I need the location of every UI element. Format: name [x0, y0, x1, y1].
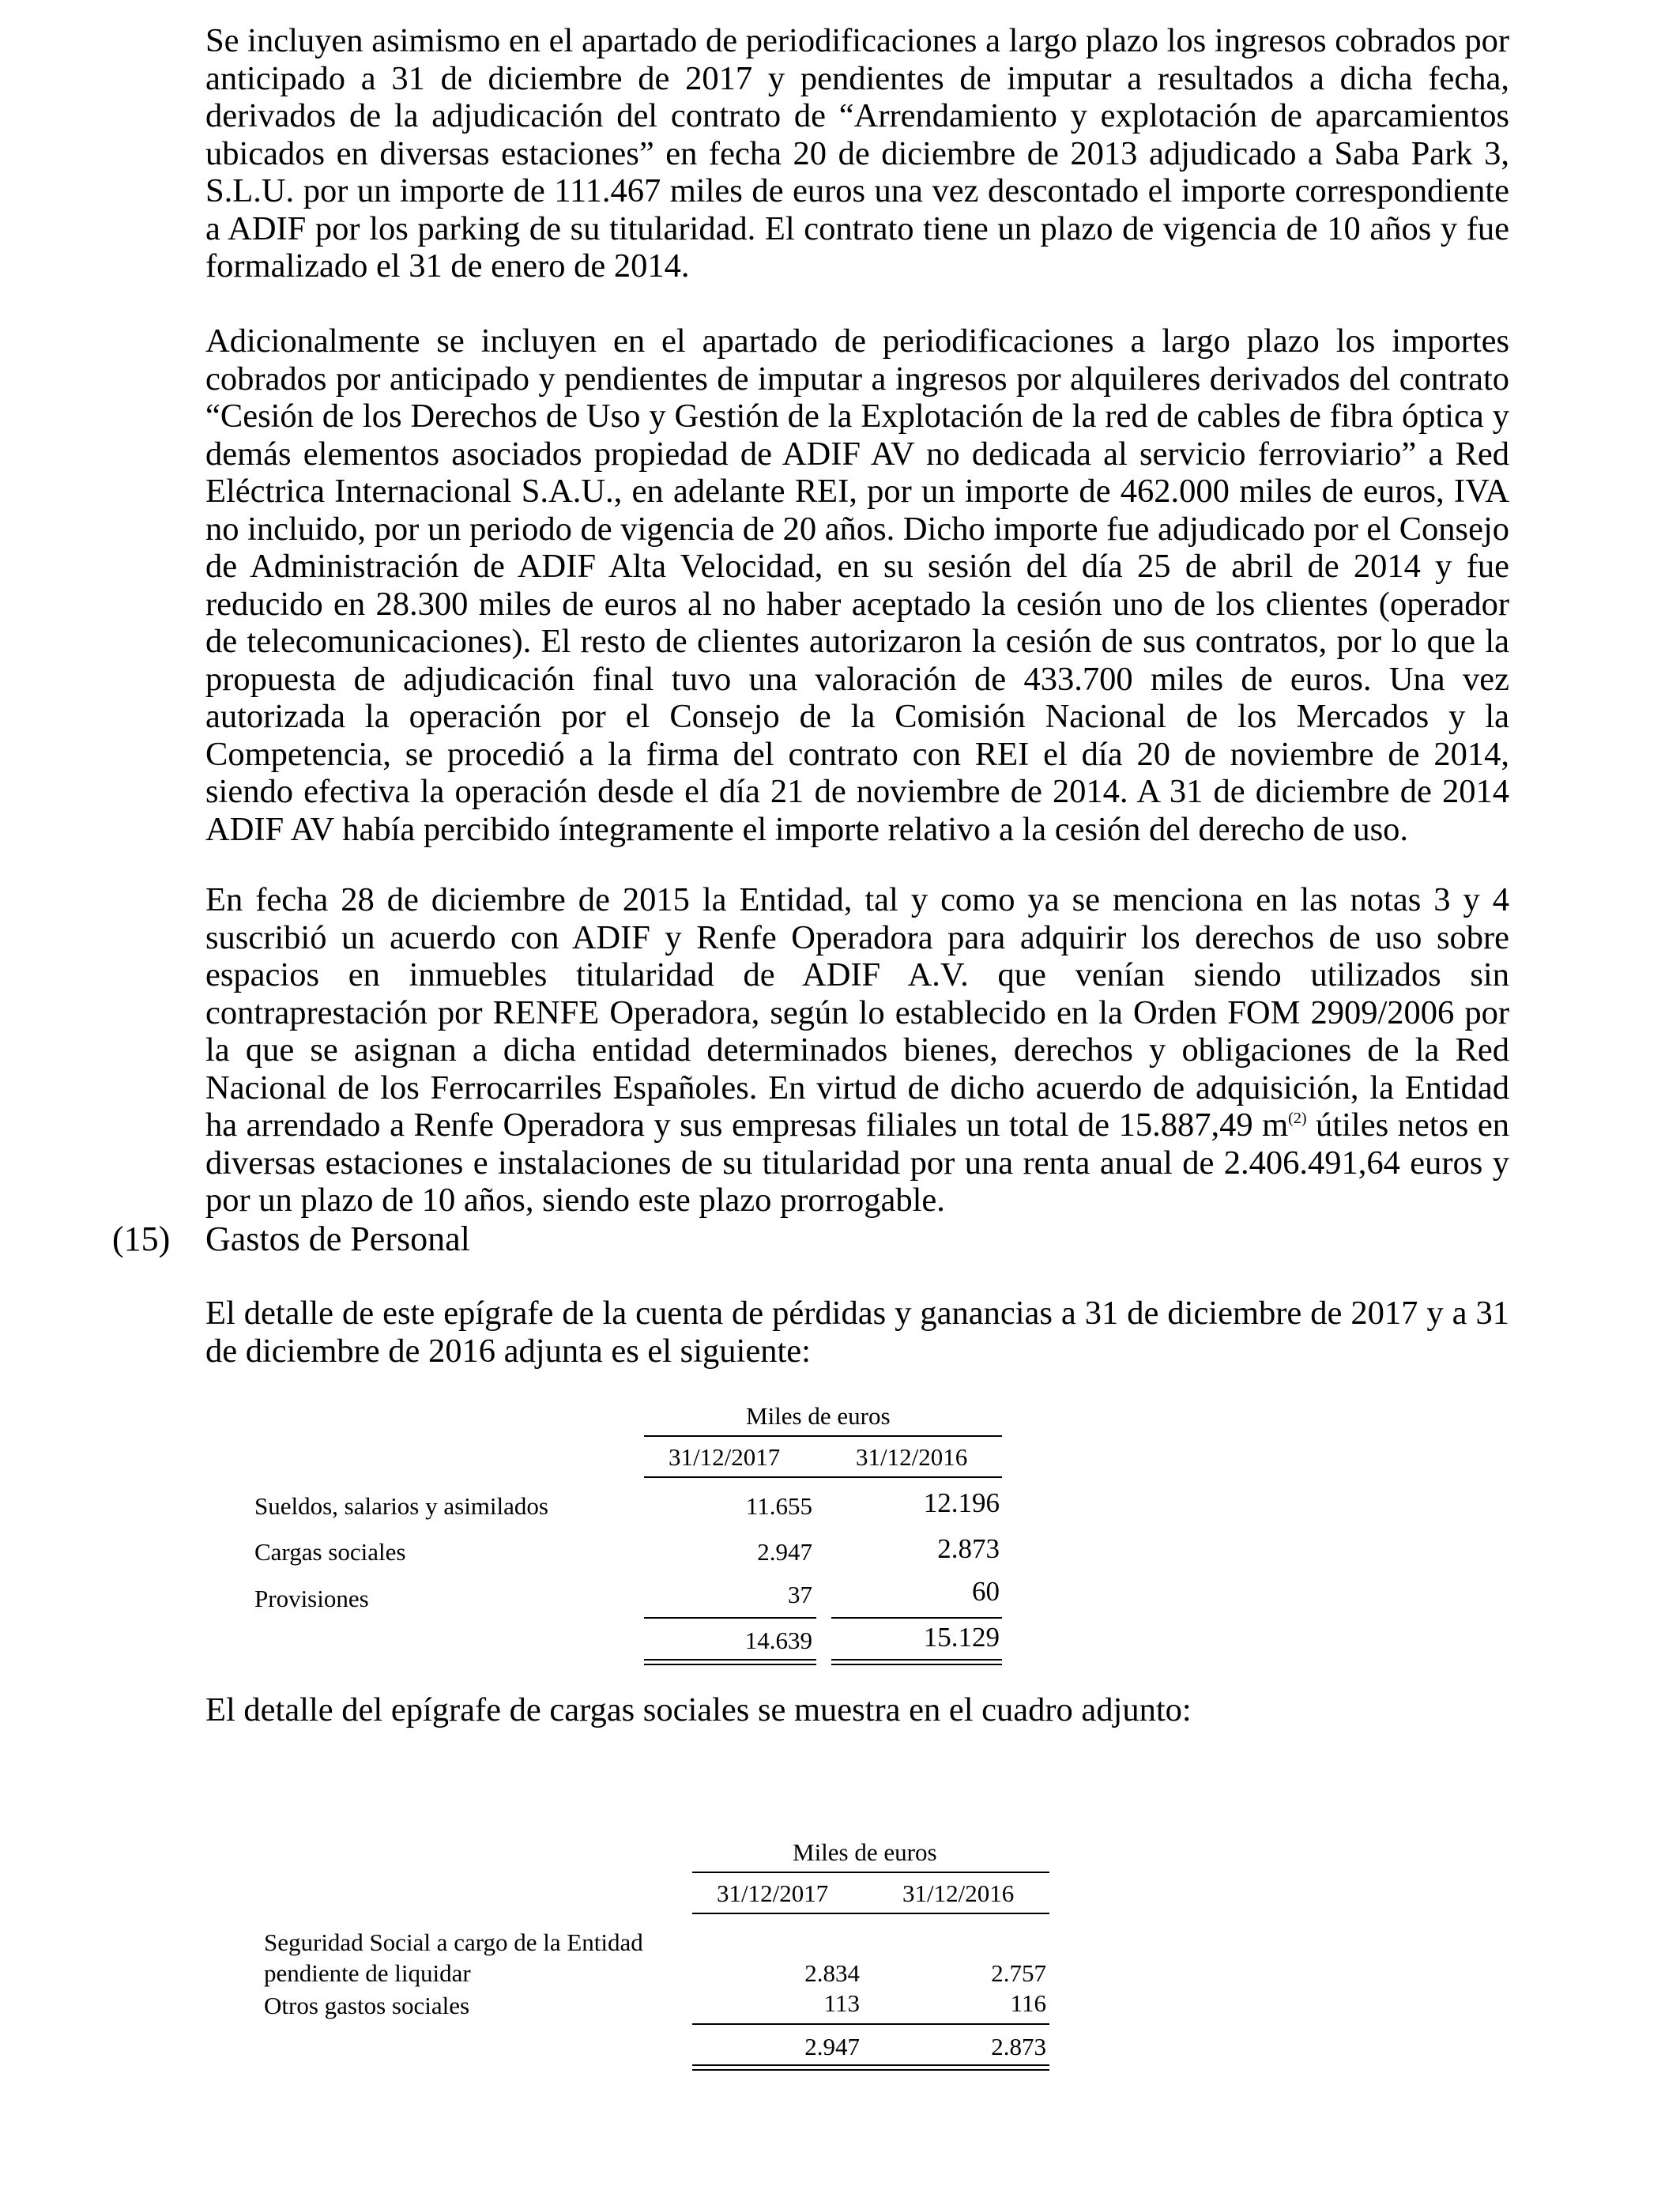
table1-header-rule [644, 1435, 1002, 1437]
table1-row-value-2017: 2.947 [757, 1538, 812, 1566]
table2-row-label-line1: Seguridad Social a cargo de la Entidad [264, 1928, 643, 1956]
table2-header-rule [692, 1872, 1049, 1873]
table2-total-2016: 2.873 [991, 2033, 1046, 2060]
table1-row-value-2016: 12.196 [923, 1487, 1000, 1518]
table1-row-value-2017: 37 [788, 1581, 812, 1608]
table1-total-double-rule-2017 [644, 1659, 816, 1665]
table1-unit-header: Miles de euros [746, 1402, 891, 1430]
table2-row-label: Otros gastos sociales [264, 1992, 470, 2019]
table1-row-label: Cargas sociales [254, 1538, 406, 1566]
table1-subtotal-rule-2017 [644, 1617, 816, 1619]
paragraph-renfe-text-start: En fecha 28 de diciembre de 2015 la Entidad, tal y como ya se menciona en las notas 3 y 4 suscribió un acuerdo con ADIF y Renfe Operadora para adquirir los derechos de uso sobre espacios en inmuebles titularidad de ADIF A.V. que venían siendo utilizados sin contraprestación por RENFE Operadora, según lo establecido en la Orden FOM 2909/2006 por la que se asignan a dicha entidad determinados bienes, derechos y obligaciones de la Red Nacional de los Ferrocarriles Españoles. En virtud de dicho acuerdo de adquisición, la Entidad ha arrendado a Renfe Operadora y sus empresas filiales un total de 15.887,49 m [205, 881, 1509, 1144]
table1-row-label: Sueldos, salarios y asimilados [254, 1492, 548, 1520]
section-title: Gastos de Personal [205, 1220, 470, 1258]
paragraph-fiber-optic-contract: Adicionalmente se incluyen en el apartado de periodificaciones a largo plazo los importes cobrados por anticipado y pendientes de imputar a ingresos por alquileres derivados del contrato “Cesión de los Derechos de Uso y Gestión de la Explotación de la red de cables de fibra óptica y demás elementos asociados propiedad de ADIF AV no dedicada al servicio ferroviario” a Red Eléctrica Internacional S.A.U., en adelante REI, por un importe de 462.000 miles de euros, IVA no incluido, por un periodo de vigencia de 20 años. Dicho importe fue adjudicado por el Consejo de Administración de ADIF Alta Velocidad, en su sesión del día 25 de abril de 2014 y fue reducido en 28.300 miles de euros al no haber aceptado la cesión uno de los clientes (operador de telecomunicaciones). El resto de clientes autorizaron la cesión de sus contratos, por lo que la propuesta de adjudicación final tuvo una valoración de 433.700 miles de euros. Una vez autorizada la operación por el Consejo de la Comisión Nacional de los Mercados y la Competencia, se procedió a la firma del contrato con REI el día 20 de noviembre de 2014, siendo efectiva la operación desde el día 21 de noviembre de 2014. A 31 de diciembre de 2014 ADIF AV había percibido íntegramente el importe relativo a la cesión del derecho de uso. [205, 322, 1510, 848]
table2-row-value-2016: 2.757 [991, 1959, 1046, 1987]
superscript-note: (2) [1288, 1110, 1307, 1127]
table1-col-2017: 31/12/2017 [669, 1443, 781, 1471]
paragraph-table1-intro: El detalle de este epígrafe de la cuenta de pérdidas y ganancias a 31 de diciembre de 2017 y a 31 de diciembre de 2016 adjunta es el siguiente: [205, 1295, 1509, 1370]
table1-total-double-rule-2016 [831, 1659, 1002, 1665]
table2-total-double-rule [692, 2064, 1049, 2071]
paragraph-table2-intro: El detalle del epígrafe de cargas sociales se muestra en el cuadro adjunto: [205, 1691, 1192, 1728]
section-heading [112, 1219, 470, 1260]
table1-total-2017: 14.639 [744, 1627, 812, 1654]
table1-row-value-2016: 60 [972, 1576, 1000, 1607]
table2-col-2016: 31/12/2016 [902, 1879, 1015, 1907]
table2-col-2017: 31/12/2017 [717, 1879, 829, 1907]
table1-col-2016: 31/12/2016 [856, 1443, 968, 1471]
paragraph-renfe-agreement [205, 881, 1509, 1220]
section-number: (15) [112, 1220, 171, 1258]
paragraph-renfe-text-end: útiles netos en diversas estaciones e instalaciones de su titularidad por una renta anual de 2.406.491,64 euros y por un plazo de 10 años, siendo este plazo prorrogable. [205, 1106, 1509, 1219]
table1-subtotal-rule-2016 [831, 1617, 1002, 1619]
table1-total-2016: 15.129 [923, 1622, 1000, 1653]
table2-unit-header: Miles de euros [793, 1838, 937, 1866]
table2-row-value-2016: 116 [1010, 1989, 1046, 2017]
table1-subheader-rule [644, 1476, 1002, 1478]
table2-row-value-2017: 2.834 [804, 1959, 860, 1987]
table2-subtotal-rule [692, 2023, 1049, 2025]
table2-total-2017: 2.947 [804, 2033, 860, 2060]
table2-subheader-rule [692, 1913, 1049, 1914]
paragraph-parking-contract: Se incluyen asimismo en el apartado de periodificaciones a largo plazo los ingresos cobrados por anticipado a 31 de diciembre de 2017 y pendientes de imputar a resultados a dicha fecha, derivados de la adjudicación del contrato de “Arrendamiento y explotación de aparcamientos ubicados en diversas estaciones” en fecha 20 de diciembre de 2013 adjudicado a Saba Park 3, S.L.U. por un importe de 111.467 miles de euros una vez descontado el importe correspondiente a ADIF por los parking de su titularidad. El contrato tiene un plazo de vigencia de 10 años y fue formalizado el 31 de enero de 2014. [205, 22, 1509, 285]
table1-row-label: Provisiones [254, 1585, 369, 1612]
table2-row-label-line2: pendiente de liquidar [264, 1959, 471, 1987]
table1-row-value-2016: 2.873 [937, 1533, 1000, 1564]
table1-row-value-2017: 11.655 [745, 1492, 812, 1520]
table2-row-value-2017: 113 [823, 1989, 860, 2017]
